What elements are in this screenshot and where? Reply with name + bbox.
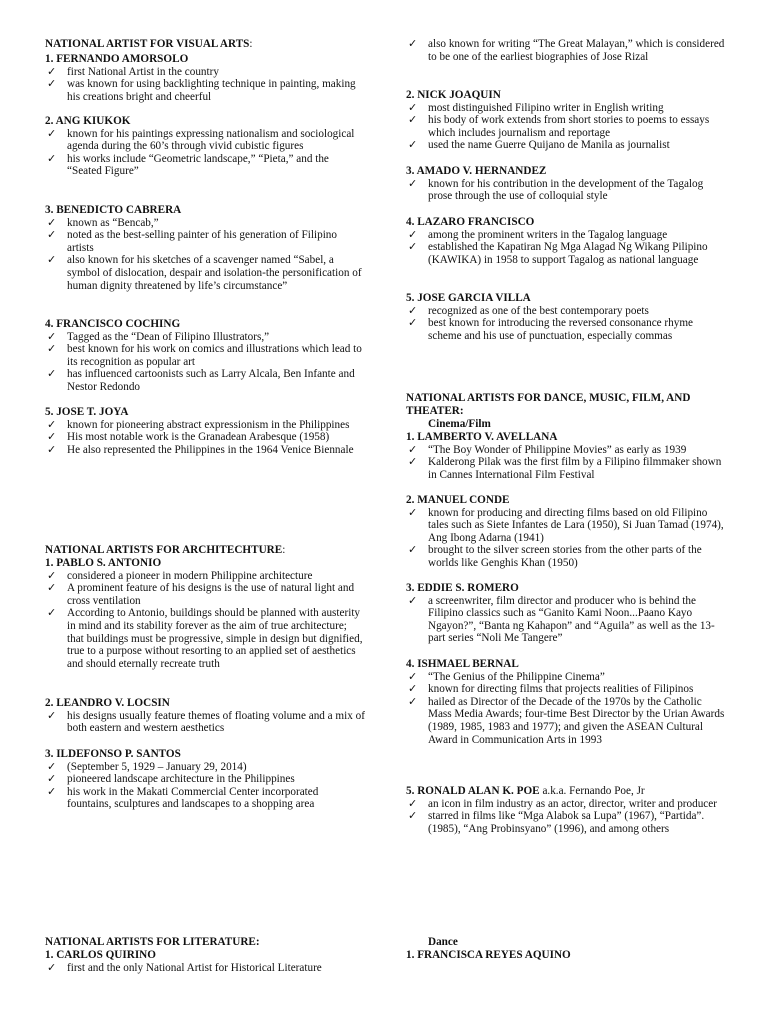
artist-entry [406,89,726,152]
list-item-text: also known for his sketches of a scavenger named “Sabel, a symbol of dislocation, despair and isolation-the personification of human dignity threatened by life’s circumstance” [67,254,362,292]
artist-heading [45,748,365,761]
artist-entry [45,115,365,178]
artist-name: 4. LAZARO FRANCISCO [406,216,535,228]
checkmark-icon [47,431,56,444]
artist-heading [45,557,365,570]
list-item [406,595,726,645]
artist-name: 1. FERNANDO AMORSOLO [45,53,189,65]
list-item [406,178,726,203]
list-item [406,229,726,242]
list-item [45,331,365,344]
checkmark-icon [408,683,417,696]
list-item [406,810,726,835]
bullet-list [406,38,726,63]
artist-heading [406,89,726,102]
checkmark-icon [47,343,56,356]
artist-entry [406,216,726,266]
checkmark-icon [47,368,56,381]
checkmark-icon [408,178,417,191]
artist-name: 2. LEANDRO V. LOCSIN [45,697,170,709]
list-item-text: Kalderong Pilak was the first film by a Filipino filmmaker shown in Cannes International Film Festival [428,456,722,481]
checkmark-icon [47,217,56,230]
list-item [45,254,365,292]
bullet-list [45,570,365,671]
artist-name: 1. CARLOS QUIRINO [45,949,156,961]
list-item-text: recognized as one of the best contemporary poets [428,304,649,317]
bullet-list [45,331,365,394]
subsection-dance [406,936,726,949]
artist-entry [45,318,365,394]
list-item [406,671,726,684]
section-title [406,392,726,417]
bullet-list [45,66,365,104]
checkmark-icon [47,128,56,141]
artist-heading [45,115,365,128]
artist-name: 4. ISHMAEL BERNAL [406,658,519,670]
bullet-list [45,419,365,457]
list-item-text: starred in films like “Mga Alabok sa Lupa” (1967), “Partida”. (1985), “Ang Probinsyano” (1996), and among others [428,810,705,835]
artist-name: 4. FRANCISCO COCHING [45,318,181,330]
checkmark-icon [408,810,417,823]
list-item [406,114,726,139]
bullet-list [406,595,726,645]
checkmark-icon [408,798,417,811]
list-item-text: “The Genius of the Philippine Cinema” [428,670,605,683]
artist-entry [45,748,365,811]
checkmark-icon [47,607,56,620]
artist-name: 5. JOSE T. JOYA [45,406,129,418]
list-item [45,773,365,786]
checkmark-icon [408,696,417,709]
checkmark-icon [47,761,56,774]
checkmark-icon [408,317,417,330]
section-title-suffix: : [249,38,253,50]
section-title-text: NATIONAL ARTIST FOR VISUAL ARTS [45,38,250,50]
list-item [406,456,726,481]
checkmark-icon [408,456,417,469]
list-item-text: has influenced cartoonists such as Larry Alcala, Ben Infante and Nestor Redondo [67,368,355,393]
artist-entry [406,785,726,835]
artist-entry [406,165,726,203]
artist-heading [45,697,365,710]
artist-heading [406,658,726,671]
list-item-text: established the Kapatiran Ng Mga Alagad Ng Wikang Pilipino (KAWIKA) in 1958 to support Tagalog as national language [428,241,708,266]
list-item-text: known for directing films that projects realities of Filipinos [428,683,694,696]
list-item-text: his works include “Geometric landscape,” “Pieta,” and the “Seated Figure” [67,152,329,178]
list-item [45,710,365,735]
artist-name: 1. FRANCISCA REYES AQUINO [406,949,571,961]
list-item-text: best known for his work on comics and illustrations which lead to its recognition as popular art [67,343,362,368]
section-title [45,38,365,51]
checkmark-icon [408,305,417,318]
list-item-text: an icon in film industry as an actor, director, writer and producer [428,797,717,810]
checkmark-icon [408,671,417,684]
list-item-text: According to Antonio, buildings should be planned with austerity in mind and its stability forever as the aim of true architecture; that buildings must be progressive, simple in design but dignified, true to a purpose without resorting to an applied set of aesthetics and should eternally recreate truth [67,607,363,670]
checkmark-icon [408,114,417,127]
list-item [406,683,726,696]
bullet-list [45,962,365,975]
list-item [45,343,365,368]
artist-entry [406,431,726,481]
list-item [406,544,726,569]
checkmark-icon [47,582,56,595]
list-item [45,128,365,153]
checkmark-icon [47,419,56,432]
artist-entry [45,557,365,670]
list-item-text: his designs usually feature themes of floating volume and a mix of both eastern and western aesthetics [67,709,365,735]
checkmark-icon [408,38,417,51]
artist-entry [406,582,726,645]
checkmark-icon [47,773,56,786]
checkmark-icon [408,444,417,457]
bullet-list [406,305,726,343]
bullet-list [45,761,365,811]
list-item-text: his work in the Makati Commercial Center incorporated fountains, sculptures and landscapes to a shopping area [67,785,319,811]
artist-heading [45,318,365,331]
checkmark-icon [408,507,417,520]
list-item-text: A prominent feature of his designs is the use of natural light and cross ventilation [67,582,355,607]
artist-name: 5. RONALD ALAN K. POE [406,785,540,797]
list-item [406,241,726,266]
list-item-text: known for his contribution in the development of the Tagalog prose through the use of colloquial style [428,177,704,203]
artist-name: 3. ILDEFONSO P. SANTOS [45,748,181,760]
bullet-list [406,102,726,152]
list-item-text: His most notable work is the Granadean Arabesque (1958) [67,431,330,444]
artist-heading [406,292,726,305]
checkmark-icon [47,331,56,344]
artist-entry [45,697,365,735]
artist-name: 2. NICK JOAQUIN [406,89,501,101]
artist-name: 5. JOSE GARCIA VILLA [406,292,531,304]
artist-heading [406,949,726,962]
artist-aka: a.k.a. Fernando Poe, Jr [539,785,645,797]
bullet-list [406,671,726,747]
list-item-text: best known for introducing the reversed consonance rhyme scheme and his use of punctuation, especially commas [428,317,693,342]
list-item [406,102,726,115]
list-item [406,38,726,63]
bullet-list [406,507,726,570]
list-item-text: known for pioneering abstract expressionism in the Philippines [67,418,350,431]
artist-heading [45,53,365,66]
list-item-text: known for his paintings expressing nationalism and sociological agenda during the 60’s through vivid cubistic figures [67,127,355,153]
checkmark-icon [408,544,417,557]
list-item [406,317,726,342]
bullet-list [406,178,726,203]
checkmark-icon [47,710,56,723]
artist-heading [45,406,365,419]
bullet-list [45,710,365,735]
artist-entry [45,406,365,456]
list-item [45,78,365,103]
artist-name: 1. LAMBERTO V. AVELLANA [406,431,558,443]
artist-entry [406,494,726,570]
artist-entry-continued [406,38,726,63]
checkmark-icon [47,229,56,242]
bullet-list [406,229,726,267]
list-item-text: most distinguished Filipino writer in English writing [428,101,664,114]
checkmark-icon [408,241,417,254]
artist-entry [406,658,726,746]
list-item-text: also known for writing “The Great Malayan,” which is considered to be one of the earliest biographies of Jose Rizal [428,38,725,63]
list-item-text: considered a pioneer in modern Philippine architecture [67,569,313,582]
bullet-list [406,444,726,482]
list-item-text: his body of work extends from short stories to poems to essays which includes journalism and reportage [428,114,710,139]
bullet-list [45,217,365,293]
list-item-text: pioneered landscape architecture in the Philippines [67,773,295,786]
list-item [45,582,365,607]
artist-heading [406,582,726,595]
bullet-list [45,128,365,178]
list-item [45,419,365,432]
list-item [45,962,365,975]
list-item [45,217,365,230]
list-item-text: used the name Guerre Quijano de Manila as journalist [428,139,670,152]
artist-name: 3. BENEDICTO CABRERA [45,204,182,216]
list-item-text: He also represented the Philippines in the 1964 Venice Biennale [67,443,354,456]
list-item [406,139,726,152]
list-item-text: was known for using backlighting technique in painting, making his creations bright and cheerful [67,78,356,103]
checkmark-icon [47,444,56,457]
checkmark-icon [47,254,56,267]
artist-name: 3. EDDIE S. ROMERO [406,582,519,594]
artist-entry [406,949,726,962]
checkmark-icon [47,570,56,583]
list-item [45,153,365,178]
checkmark-icon [408,102,417,115]
list-item [45,761,365,774]
artist-name: 1. PABLO S. ANTONIO [45,557,162,569]
list-item [406,507,726,545]
list-item-text: a screenwriter, film director and producer who is behind the Filipino classics such as “Ganito Kami Noon...Paano Kayo Ngayon?”, “Banta ng Kahapon” and “Aguila” as well as the 13-part series “Noli Me Tangere” [428,594,715,645]
list-item [406,696,726,746]
artist-name: 2. ANG KIUKOK [45,115,131,127]
list-item [45,229,365,254]
artist-heading [406,165,726,178]
checkmark-icon [47,78,56,91]
artist-name: 3. AMADO V. HERNANDEZ [406,165,547,177]
list-item-text: hailed as Director of the Decade of the 1970s by the Catholic Mass Media Awards; four-time Best Director by the Urian Awards (1989, 1985, 1983 and 1977); and given the ASEAN Cultural Award in Communication Arts in 1993 [428,695,725,746]
list-item-text: first and the only National Artist for Historical Literature [67,961,322,974]
list-item-text: (September 5, 1929 – January 29, 2014) [67,760,247,773]
list-item-text: known for producing and directing films based on old Filipino tales such as Siete Infantes de Lara (1950), Si Juan Tamad (1974), Ang Ibong Adarna (1941) [428,506,724,544]
section-title [45,936,365,949]
list-item-text: known as “Bencab,” [67,216,159,229]
list-item-text: among the prominent writers in the Tagalog language [428,228,668,241]
artist-heading [406,494,726,507]
checkmark-icon [408,595,417,608]
list-item [45,431,365,444]
artist-entry [45,53,365,103]
list-item-text: brought to the silver screen stories from the other parts of the worlds like Genghis Khan (1950) [428,544,702,569]
list-item-text: noted as the best-selling painter of his generation of Filipino artists [67,229,337,254]
subsection-cinema-film [406,418,726,431]
artist-heading [45,204,365,217]
checkmark-icon [408,139,417,152]
artist-heading [406,216,726,229]
artist-name: 2. MANUEL CONDE [406,494,510,506]
list-item [406,305,726,318]
checkmark-icon [47,66,56,79]
artist-entry [406,292,726,342]
checkmark-icon [47,962,56,975]
section-title-suffix: : [282,544,286,556]
list-item [45,570,365,583]
list-item [45,66,365,79]
artist-heading [406,785,726,798]
artist-entry [45,949,365,974]
subsection-title: Cinema/Film [428,418,491,430]
list-item [45,444,365,457]
list-item-text: Tagged as the “Dean of Filipino Illustrators,” [67,330,270,343]
section-title-text: NATIONAL ARTISTS FOR LITERATURE: [45,936,260,948]
artist-heading [406,431,726,444]
list-item-text: first National Artist in the country [67,65,219,78]
checkmark-icon [47,786,56,799]
list-item-text: “The Boy Wonder of Philippine Movies” as early as 1939 [428,443,687,456]
list-item [45,786,365,811]
section-title [45,544,365,557]
list-item [406,444,726,457]
checkmark-icon [408,229,417,242]
artist-heading [45,949,365,962]
list-item [45,607,365,670]
artist-entry [45,204,365,292]
list-item [406,798,726,811]
subsection-title: Dance [428,936,458,948]
section-title-text: NATIONAL ARTISTS FOR DANCE, MUSIC, FILM, AND THEATER: [406,392,691,417]
checkmark-icon [47,153,56,166]
bullet-list [406,798,726,836]
list-item [45,368,365,393]
section-title-text: NATIONAL ARTISTS FOR ARCHITECHTURE [45,544,283,556]
